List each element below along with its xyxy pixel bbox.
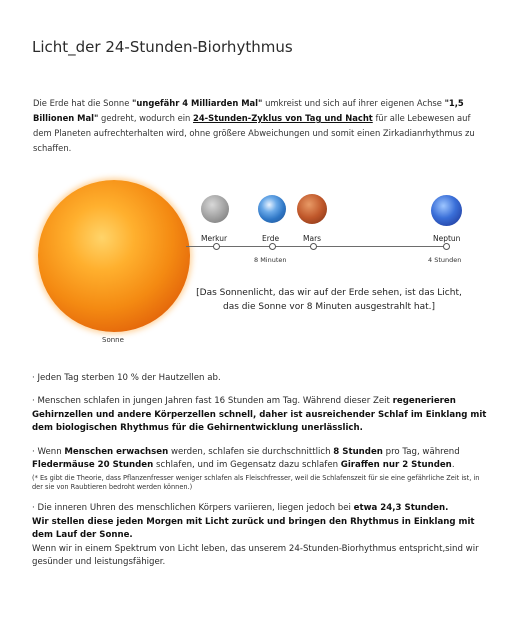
- earth-planet: [258, 195, 286, 223]
- neptune-distance: 4 Stunden: [428, 256, 462, 264]
- sun-illustration: [38, 180, 190, 332]
- fact-text: werden, schlafen sie durchschnittlich: [168, 446, 334, 457]
- fact-emphasis: Menschen erwachsen: [64, 446, 169, 457]
- fact-text: · Die inneren Uhren des menschlichen Körpers variieren, liegen jedoch bei: [32, 503, 354, 514]
- fact-item: [32, 395, 487, 435]
- neptune-planet: [431, 195, 462, 226]
- facts-list: [32, 372, 487, 579]
- page-title: Licht_der 24-Stunden-Biorhythmus: [32, 38, 293, 56]
- earth-label: Erde: [262, 234, 280, 243]
- fact-text: .: [451, 460, 455, 471]
- fact-emphasis: Wir stellen diese jeden Morgen mit Licht zurück und bringen den Rhythmus in Einklang mit dem Lauf der Sonne.: [32, 516, 475, 541]
- mars-planet: [297, 194, 327, 224]
- fact-text: pro Tag, während: [382, 446, 460, 457]
- intro-text: Die Erde hat die Sonne: [33, 98, 133, 108]
- mars-marker: [310, 243, 317, 250]
- intro-text: gedreht, wodurch ein: [98, 113, 194, 123]
- neptune-marker: [443, 243, 450, 250]
- quote-line-1: [Das Sonnenlicht, das wir auf der Erde sehen, ist das Licht,: [196, 288, 462, 298]
- fact-text: · Jeden Tag sterben 10 % der Hautzellen ab.: [32, 373, 221, 383]
- fact-emphasis: etwa 24,3 Stunden.: [353, 503, 449, 514]
- footnote: (* Es gibt die Theorie, dass Pflanzenfresser weniger schlafen als Fleischfresser, weil die Schlafenszeit für sie eine gefährliche Zeit ist, in der sie von Raubtieren bedroht werden können.): [32, 474, 480, 492]
- fact-emphasis: Fledermäuse 20 Stunden: [32, 460, 154, 471]
- sunlight-quote: [186, 286, 472, 314]
- fact-emphasis: regenerieren Gehirnzellen und andere Körperzellen schnell, daher ist ausreichender Schlaf im Einklang mit dem biologischen Rhythmus für die Gehirnentwicklung unerlässlich.: [32, 396, 487, 434]
- mercury-planet: [201, 195, 229, 223]
- intro-emphasis: [193, 113, 373, 123]
- fact-text: · Menschen schlafen in jungen Jahren fast 16 Stunden am Tag. Während dieser Zeit: [32, 396, 393, 407]
- earth-distance: 8 Minuten: [254, 256, 287, 264]
- sun-label: Sonne: [102, 336, 124, 344]
- fact-text: Wenn wir in einem Spektrum von Licht leben, das unserem 24-Stunden-Biorhythmus entspricht,sind wir gesünder und leistungsfähiger.: [32, 543, 479, 568]
- fact-text: schlafen, und im Gegensatz dazu schlafen: [153, 460, 341, 471]
- intro-emphasis: "ungefähr 4 Milliarden Mal": [132, 98, 263, 108]
- mercury-label: Merkur: [201, 234, 228, 243]
- mercury-marker: [213, 243, 220, 250]
- mars-label: Mars: [303, 234, 322, 243]
- intro-emphasis: "1,5 Billionen Mal": [33, 98, 464, 123]
- fact-text: · Wenn: [32, 446, 65, 457]
- fact-emphasis: Giraffen nur 2 Stunden: [340, 460, 452, 471]
- intro-underlined: 24-Stunden-Zyklus von Tag und Nacht: [193, 113, 373, 123]
- fact-item: [32, 446, 487, 493]
- fact-item: [32, 502, 487, 569]
- distance-line: [186, 246, 448, 247]
- quote-line-2: das die Sonne vor 8 Minuten ausgestrahlt hat.]: [222, 302, 435, 312]
- intro-text: umkreist und sich auf ihrer eigenen Achse: [262, 98, 445, 108]
- fact-item: [32, 372, 487, 385]
- intro-text: für alle Lebewesen auf dem Planeten aufrechterhalten wird, ohne größere Abweichungen und somit einen Zirkadianrhythmus zu schaffen.: [33, 113, 475, 153]
- fact-emphasis: 8 Stunden: [333, 446, 383, 457]
- neptune-label: Neptun: [433, 234, 461, 243]
- earth-marker: [269, 243, 276, 250]
- intro-paragraph: [33, 96, 485, 156]
